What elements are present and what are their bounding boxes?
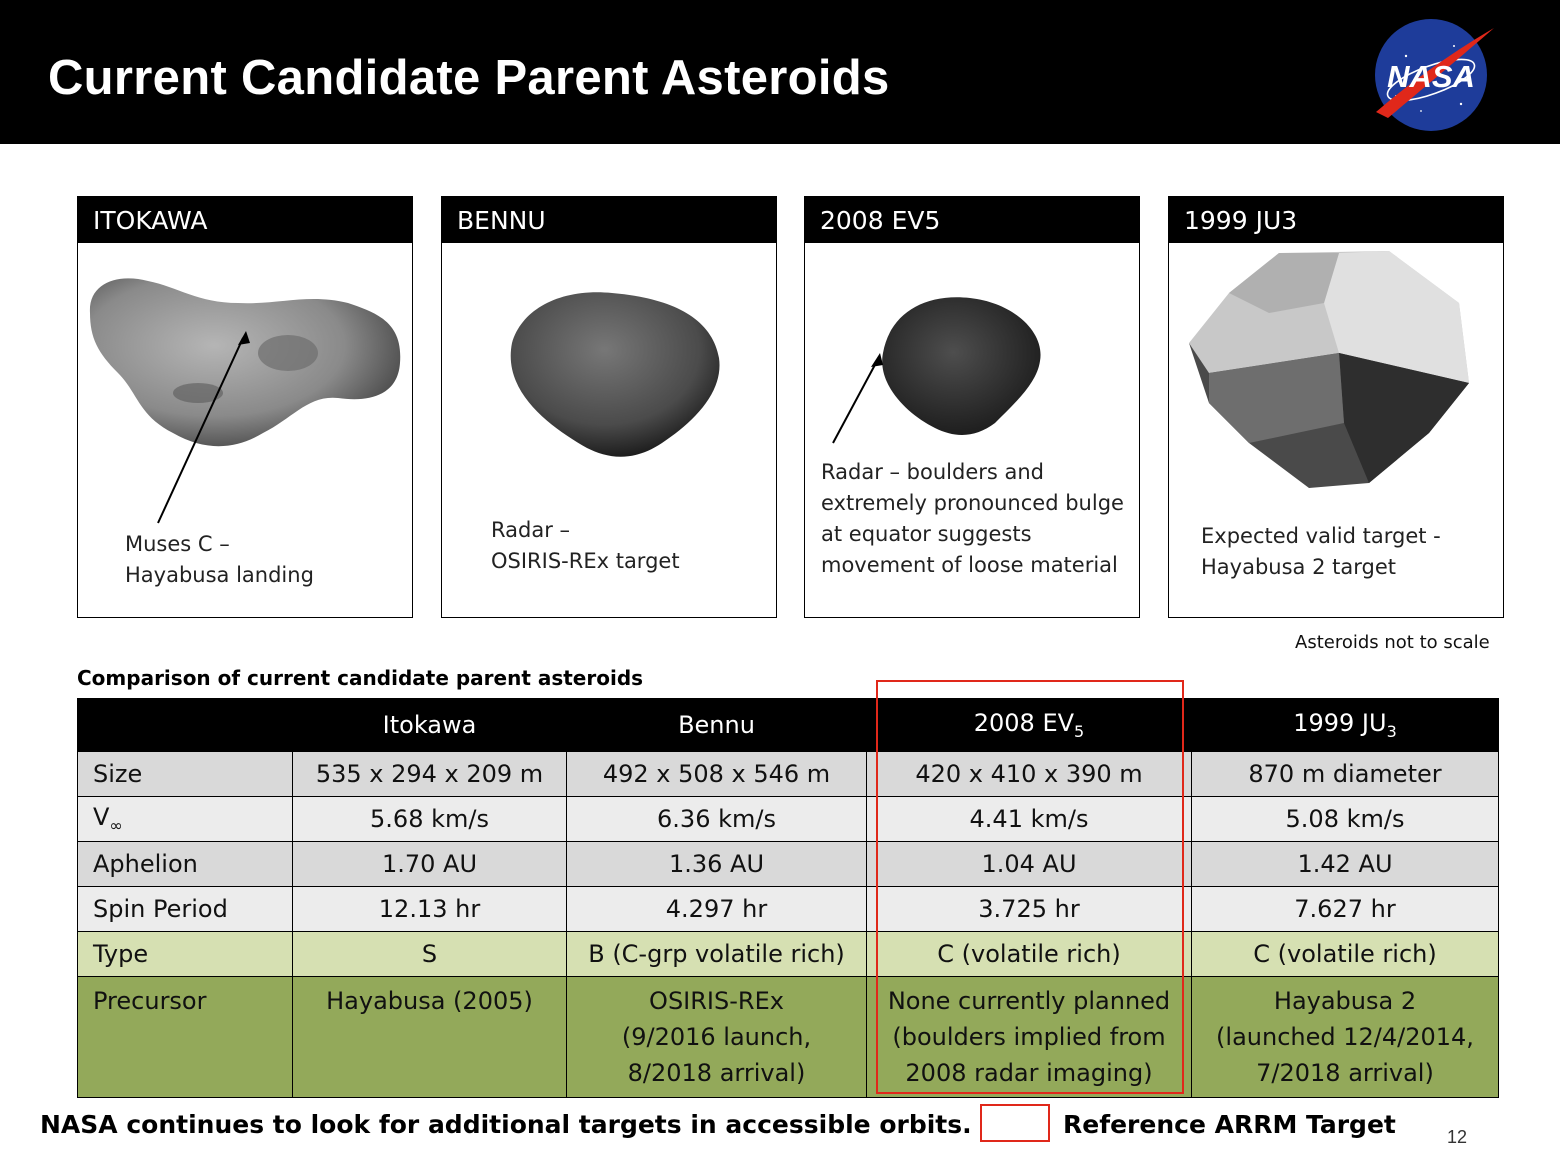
panel-title: 2008 EV5 <box>805 197 1139 243</box>
table-cell: OSIRIS-REx (9/2016 launch, 8/2018 arrival) <box>567 977 867 1098</box>
table-cell: 1.04 AU <box>867 842 1192 887</box>
table-cell: 492 x 508 x 546 m <box>567 752 867 797</box>
table-row-precursor <box>78 977 1499 1098</box>
legend-swatch <box>980 1104 1050 1142</box>
table-row-spin-period <box>78 887 1499 932</box>
row-label: Aphelion <box>78 842 293 887</box>
table-cell: 6.36 km/s <box>567 797 867 842</box>
row-label: Type <box>78 932 293 977</box>
table-row-size <box>78 752 1499 797</box>
page-number: 12 <box>1447 1127 1468 1147</box>
table-cell: 12.13 hr <box>293 887 567 932</box>
panel-title: 1999 JU3 <box>1169 197 1503 243</box>
row-label: Spin Period <box>78 887 293 932</box>
table-row-type <box>78 932 1499 977</box>
table-cell: C (volatile rich) <box>1192 932 1499 977</box>
row-label: $V_\infty$ <box>78 797 293 842</box>
table-cell: 1.42 AU <box>1192 842 1499 887</box>
table-header-row <box>78 699 1499 752</box>
ev5-panel <box>804 196 1140 618</box>
table-cell: C (volatile rich) <box>867 932 1192 977</box>
pointer-arrow <box>833 361 877 443</box>
row-label: Precursor <box>78 977 293 1098</box>
bennu-panel <box>441 196 777 618</box>
table-cell: Hayabusa (2005) <box>293 977 567 1098</box>
header-2008-ev5: 2008 $EV_5$ <box>867 699 1192 752</box>
header-1999-ju3: 1999 $JU_3$ <box>1192 699 1499 752</box>
ju3-panel <box>1168 196 1504 618</box>
table-cell: 870 m diameter <box>1192 752 1499 797</box>
table-cell: B (C-grp volatile rich) <box>567 932 867 977</box>
ju3-caption: Expected valid target - Hayabusa 2 target <box>1201 524 1441 579</box>
header-empty <box>78 699 293 752</box>
table-cell: 535 x 294 x 209 m <box>293 752 567 797</box>
itokawa-caption: Muses C – Hayabusa landing <box>125 532 314 587</box>
table-cell: 4.41 km/s <box>867 797 1192 842</box>
ev5-caption: Radar – boulders and extremely pronounced bulge at equator suggests movement of loose material <box>821 460 1124 577</box>
table-cell: 1.36 AU <box>567 842 867 887</box>
panel-title: ITOKAWA <box>78 197 412 243</box>
table-cell: S <box>293 932 567 977</box>
row-label: Size <box>78 752 293 797</box>
table-cell: None currently planned (boulders implied from 2008 radar imaging) <box>867 977 1192 1098</box>
table-cell: 4.297 hr <box>567 887 867 932</box>
itokawa-panel <box>77 196 413 618</box>
table-cell: 420 x 410 x 390 m <box>867 752 1192 797</box>
legend-label: Reference ARRM Target <box>1063 1110 1396 1139</box>
table-cell: 5.08 km/s <box>1192 797 1499 842</box>
table-cell: 3.725 hr <box>867 887 1192 932</box>
table-title: Comparison of current candidate parent asteroids <box>77 666 644 690</box>
table-cell: Hayabusa 2 (launched 12/4/2014, 7/2018 arrival) <box>1192 977 1499 1098</box>
nasa-logo <box>1366 16 1496 134</box>
header-itokawa: Itokawa <box>293 699 567 752</box>
header-bennu: Bennu <box>567 699 867 752</box>
slide-header <box>0 0 1560 144</box>
table-cell: 5.68 km/s <box>293 797 567 842</box>
footer-note: NASA continues to look for additional targets in accessible orbits. <box>40 1110 972 1139</box>
table-row-aphelion <box>78 842 1499 887</box>
table-cell: 7.627 hr <box>1192 887 1499 932</box>
svg-text:NASA: NASA <box>1387 59 1475 94</box>
comparison-table <box>77 698 1499 1098</box>
bennu-caption: Radar – OSIRIS-REx target <box>491 518 680 573</box>
table-cell: 1.70 AU <box>293 842 567 887</box>
table-row-vinf <box>78 797 1499 842</box>
panel-title: BENNU <box>442 197 776 243</box>
slide-title: Current Candidate Parent Asteroids <box>48 51 890 105</box>
scale-note: Asteroids not to scale <box>1295 632 1490 653</box>
